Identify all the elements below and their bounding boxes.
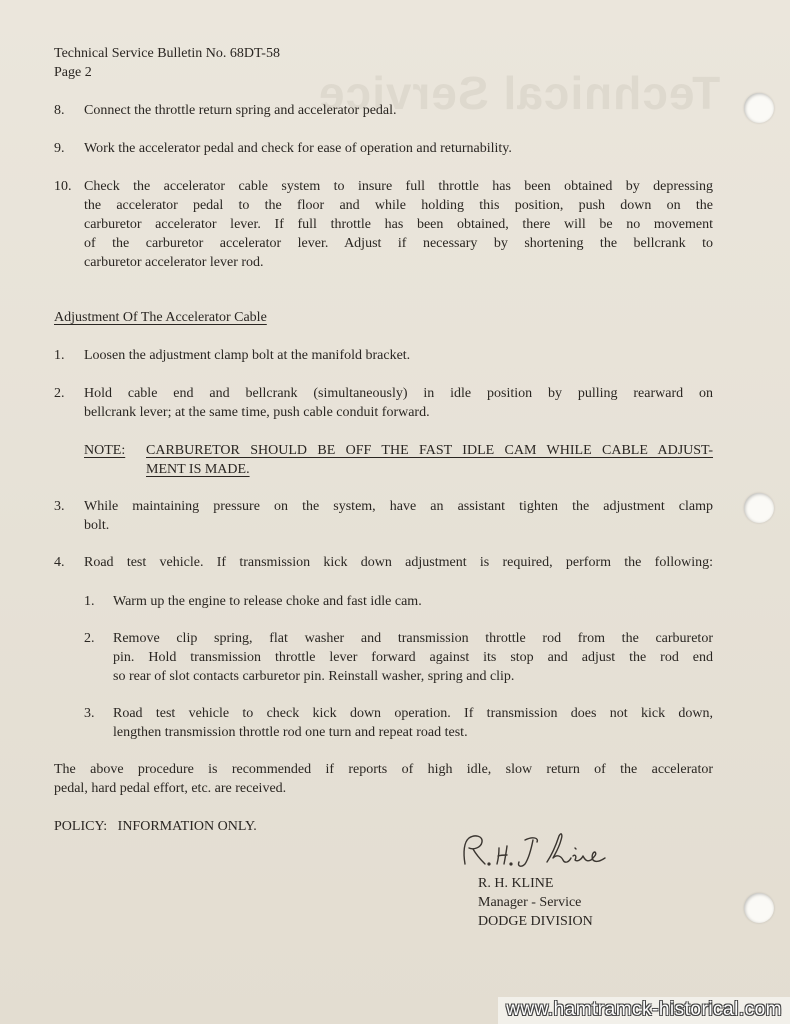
substep-text — [113, 629, 713, 686]
step-line: carburetor accelerator lever rod. — [84, 255, 264, 270]
binder-hole-middle — [744, 493, 774, 523]
step-text — [84, 101, 713, 120]
substep-line: Road test vehicle to check kick down operation. If transmission does not kick down, — [113, 706, 713, 721]
binder-hole-top — [744, 93, 774, 123]
substep-line: Remove clip spring, flat washer and transmission throttle rod from the carburetor — [113, 631, 713, 646]
step-line: Work the accelerator pedal and check for ease of operation and returnability. — [84, 141, 512, 156]
step-line: Hold cable end and bellcrank (simultaneously) in idle position by pulling rearward on — [84, 386, 713, 401]
substep-number: 3. — [84, 706, 95, 721]
step-line: Road test vehicle. If transmission kick down adjustment is required, perform the following: — [84, 555, 713, 570]
substep-number: 1. — [84, 594, 95, 609]
policy-line: POLICY: INFORMATION ONLY. — [54, 819, 257, 834]
substep-line: pin. Hold transmission throttle lever forward against its stop and adjust the rod end — [113, 650, 713, 665]
step-line: While maintaining pressure on the system, have an assistant tighten the adjustment clamp — [84, 499, 713, 514]
substep-number: 2. — [84, 631, 95, 646]
step-line: Connect the throttle return spring and accelerator pedal. — [84, 103, 397, 118]
step-text — [84, 139, 713, 158]
step-line: Loosen the adjustment clamp bolt at the manifold bracket. — [84, 348, 411, 363]
step-number: 2. — [54, 386, 65, 401]
substep-line: lengthen transmission throttle rod one turn and repeat road test. — [113, 725, 468, 740]
step-number: 4. — [54, 555, 65, 570]
step-text — [84, 497, 713, 535]
step-line: bellcrank lever; at the same time, push cable conduit forward. — [84, 405, 430, 420]
step-number: 10. — [54, 179, 72, 194]
signer-division: DODGE DIVISION — [478, 914, 593, 929]
section-title: Adjustment Of The Accelerator Cable — [54, 310, 267, 325]
substep-text — [113, 592, 713, 611]
page-number: Page 2 — [54, 65, 92, 80]
step-text — [84, 346, 713, 365]
step-text — [84, 553, 713, 572]
step-number: 9. — [54, 141, 65, 156]
closing-paragraph — [54, 760, 713, 798]
note-line: MENT IS MADE. — [146, 462, 250, 477]
closing-line: The above procedure is recommended if reports of high idle, slow return of the accelerator — [54, 762, 713, 777]
binder-hole-bottom — [744, 893, 774, 923]
closing-line: pedal, hard pedal effort, etc. are received. — [54, 781, 287, 796]
bleed-through-letterhead: Technical Service — [317, 67, 720, 119]
step-number: 1. — [54, 348, 65, 363]
step-number: 3. — [54, 499, 65, 514]
note-line: CARBURETOR SHOULD BE OFF THE FAST IDLE CAM WHILE CABLE ADJUST- — [146, 443, 713, 458]
step-line: bolt. — [84, 518, 110, 533]
handwritten-signature — [455, 826, 615, 874]
step-line: the accelerator pedal to the floor and while holding this position, push down on the — [84, 198, 713, 213]
note-text — [146, 441, 713, 479]
step-text — [84, 177, 713, 272]
substep-text — [113, 704, 713, 742]
step-line: carburetor accelerator lever. If full throttle has been obtained, there will be no movement — [84, 217, 713, 232]
bulletin-number: Technical Service Bulletin No. 68DT-58 — [54, 46, 280, 61]
substep-line: Warm up the engine to release choke and fast idle cam. — [113, 594, 422, 609]
step-line: of the carburetor accelerator lever. Adjust if necessary by shortening the bellcrank to — [84, 236, 713, 251]
note-label: NOTE: — [84, 443, 126, 458]
step-line: Check the accelerator cable system to insure full throttle has been obtained by depressing — [84, 179, 713, 194]
step-text — [84, 384, 713, 422]
step-number: 8. — [54, 103, 65, 118]
substep-line: so rear of slot contacts carburetor pin. Reinstall washer, spring and clip. — [113, 669, 515, 684]
website-watermark: www.hamtramck-historical.com — [498, 997, 790, 1024]
signer-name: R. H. KLINE — [478, 876, 554, 891]
signer-title: Manager - Service — [478, 895, 582, 910]
